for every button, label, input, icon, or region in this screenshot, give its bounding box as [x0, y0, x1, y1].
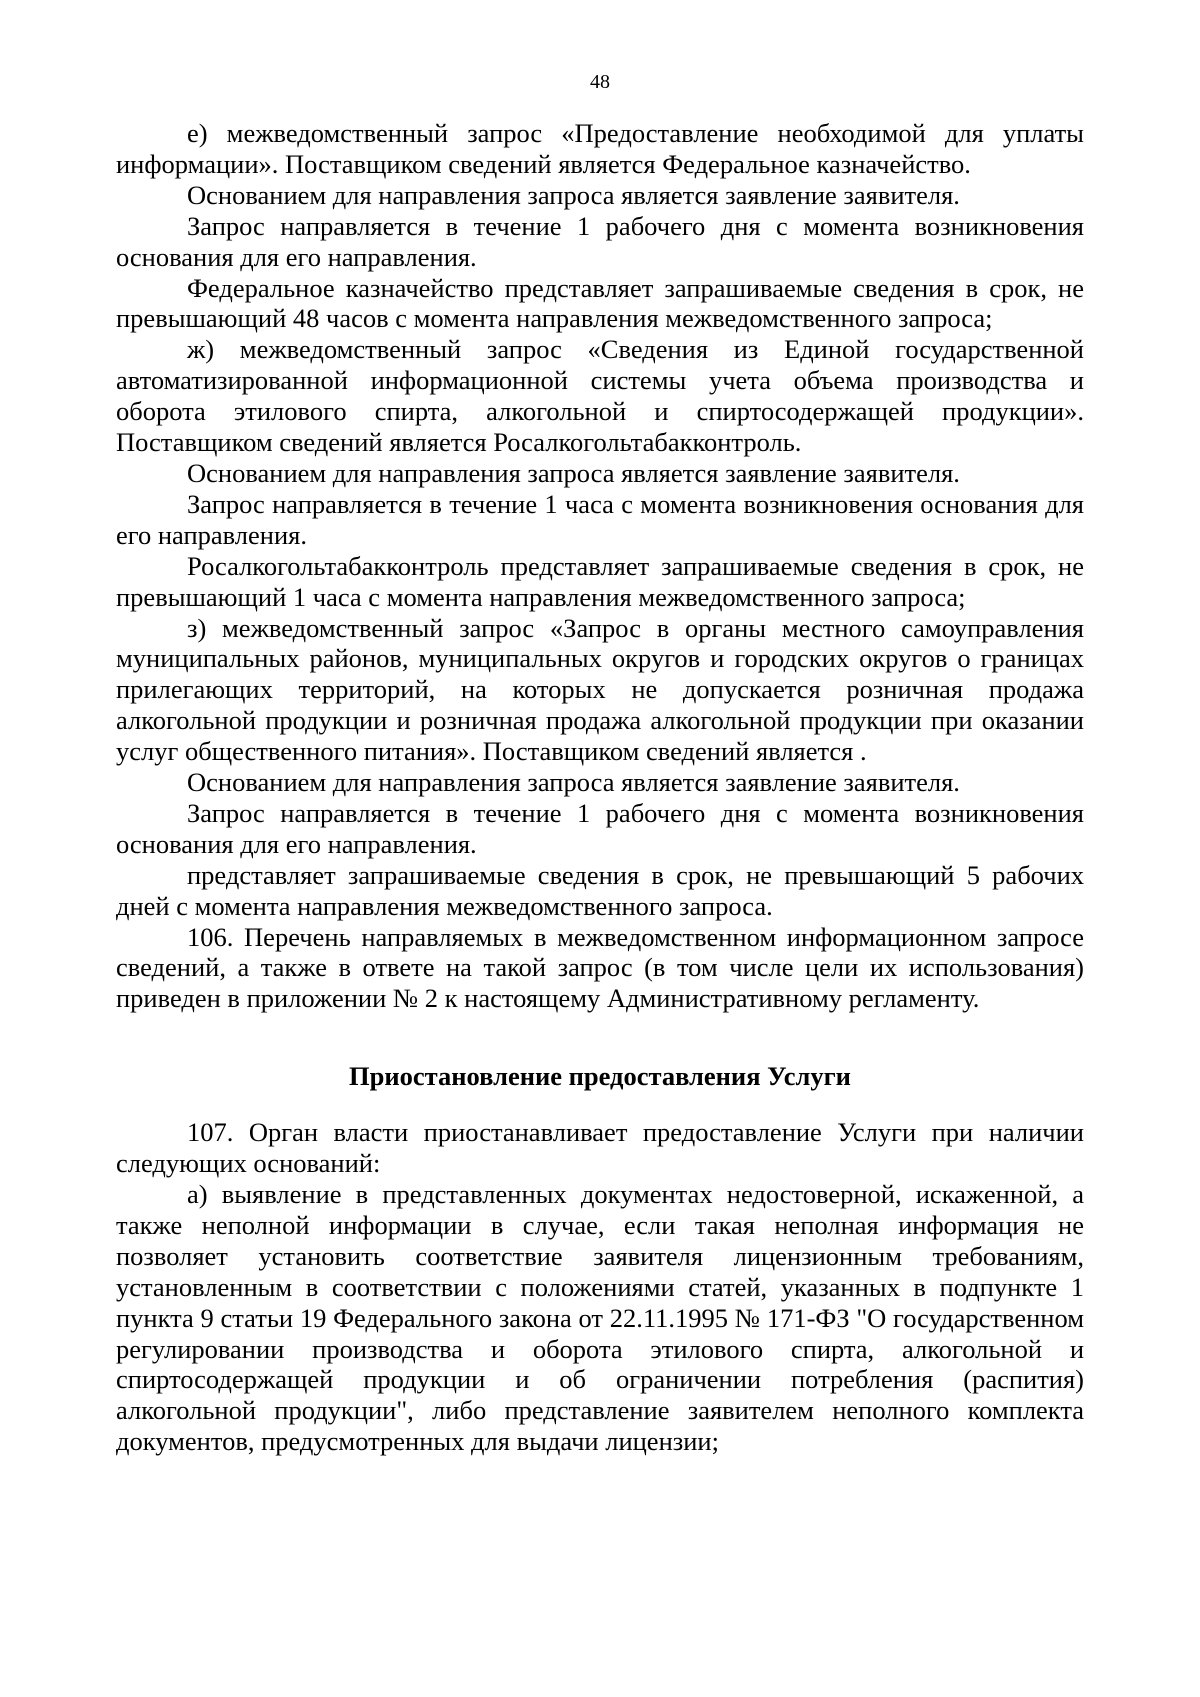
- paragraph-107: 107. Орган власти приостанавливает предоставление Услуги при наличии следующих оснований:: [116, 1117, 1084, 1179]
- paragraph-timing: Запрос направляется в течение 1 часа с момента возникновения основания для его направления.: [116, 488, 1084, 550]
- paragraph-response-term: представляет запрашиваемые сведения в срок, не превышающий 5 рабочих дней с момента направления межведомственного запроса.: [116, 859, 1084, 921]
- paragraph-timing: Запрос направляется в течение 1 рабочего дня с момента возникновения основания для его направления.: [116, 210, 1084, 272]
- section-heading: Приостановление предоставления Услуги: [349, 1061, 851, 1092]
- paragraph-basis: Основанием для направления запроса является заявление заявителя.: [187, 457, 960, 488]
- paragraph-item-a: а) выявление в представленных документах недостоверной, искаженной, а также неполной информации в случае, если такая неполная информация не позволяет установить соответствие заявителя лицензионным требованиям, установленным в соответствии с положениями статей, указанных в подпункте 1 пункта 9 статьи 19 Федерального закона от 22.11.1995 № 171-ФЗ "О государственном регулировании производства и оборота этилового спирта, алкогольной и спиртосодержащей продукции и об ограничении потребления (распития) алкогольной продукции", либо представление заявителем неполного комплекта документов, предусмотренных для выдачи лицензии;: [116, 1179, 1084, 1457]
- paragraph-response-term: Федеральное казначейство представляет запрашиваемые сведения в срок, не превышающий 48 часов с момента направления межведомственного запроса;: [116, 272, 1084, 334]
- document-body: [116, 118, 1084, 1457]
- page-number: 48: [590, 71, 610, 93]
- paragraph-item-zh: ж) межведомственный запрос «Сведения из Единой государственной автоматизированной информационной системы учета объема производства и оборота этилового спирта, алкогольной и спиртосодержащей продукции». Поставщиком сведений является Росалкогольтабакконтроль.: [116, 334, 1084, 458]
- paragraph-item-e: е) межведомственный запрос «Предоставление необходимой для уплаты информации». Поставщиком сведений является Федеральное казначейство.: [116, 118, 1084, 179]
- paragraph-basis: Основанием для направления запроса является заявление заявителя.: [187, 767, 960, 798]
- paragraph-timing: Запрос направляется в течение 1 рабочего дня с момента возникновения основания для его направления.: [116, 797, 1084, 859]
- paragraph-item-z: з) межведомственный запрос «Запрос в органы местного самоуправления муниципальных районов, муниципальных округов и городских округов о границах прилегающих территорий, на которых не допускается розничная продажа алкогольной продукции и розничная продажа алкогольной продукции при оказании услуг общественного питания». Поставщиком сведений является .: [116, 612, 1084, 767]
- paragraph-basis: Основанием для направления запроса является заявление заявителя.: [187, 179, 960, 210]
- paragraph-response-term: Росалкогольтабакконтроль представляет запрашиваемые сведения в срок, не превышающий 1 часа с момента направления межведомственного запроса;: [116, 550, 1084, 612]
- paragraph-106: 106. Перечень направляемых в межведомственном информационном запросе сведений, а также в ответе на такой запрос (в том числе цели их использования) приведен в приложении № 2 к настоящему Административному регламенту.: [116, 921, 1084, 1014]
